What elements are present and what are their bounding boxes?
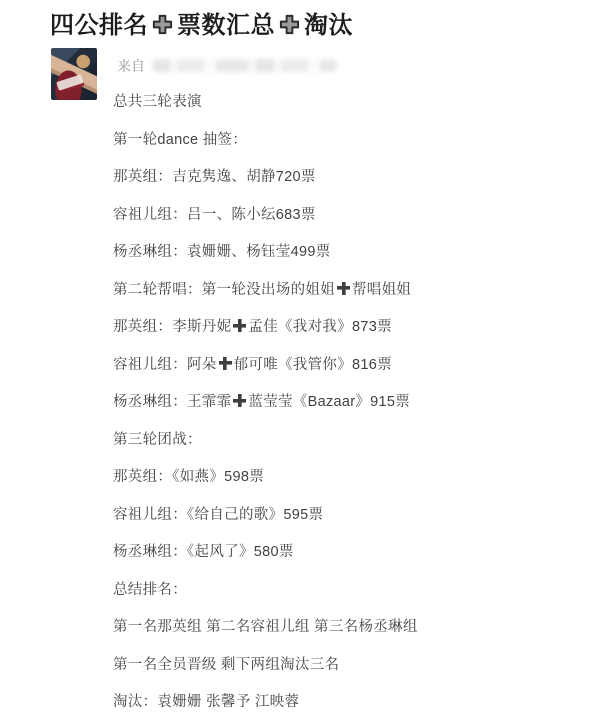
body-line: 第三轮团战： xyxy=(113,431,202,448)
title-part: 四公排名 xyxy=(50,12,148,39)
plus-icon xyxy=(219,357,232,370)
plus-icon xyxy=(151,13,174,36)
body-line: 第二轮帮唱：第一轮没出场的姐姐 帮唱姐姐 xyxy=(113,281,412,298)
body-line: 淘汰：袁姗姗 张馨予 江映蓉 xyxy=(113,694,300,710)
post-body xyxy=(113,84,583,722)
author-avatar[interactable] xyxy=(51,48,97,100)
body-line: 那英组：李斯丹妮 孟佳《我对我》873票 xyxy=(113,319,392,335)
body-line: 杨丞琳组：袁姗姗、杨钰莹499票 xyxy=(113,244,331,260)
plus-icon xyxy=(233,394,246,407)
title-part: 淘汰 xyxy=(304,12,353,39)
plus-icon xyxy=(278,13,301,36)
body-line: 第一名那英组 第二名容祖儿组 第三名杨丞琳组 xyxy=(113,619,418,635)
body-line: 杨丞琳组：《起风了》580票 xyxy=(113,544,294,560)
body-line: 那英组：吉克隽逸、胡静720票 xyxy=(113,169,316,185)
source-label: 来自 xyxy=(117,58,145,74)
body-line: 那英组：《如燕》598票 xyxy=(113,469,265,485)
body-line: 容祖儿组：阿朵 郁可唯《我管你》816票 xyxy=(113,356,392,373)
post-title xyxy=(50,12,353,41)
body-line: 第一轮dance 抽签： xyxy=(113,131,248,148)
body-line: 容祖儿组：《给自己的歌》595票 xyxy=(113,506,324,523)
body-line: 总结排名： xyxy=(113,581,187,598)
body-line: 杨丞琳组：王霏霏 蓝莹莹《Bazaar》915票 xyxy=(113,394,411,410)
body-line: 第一名全员晋级 剩下两组淘汰三名 xyxy=(113,656,340,673)
plus-icon xyxy=(233,319,246,332)
redacted-source-link[interactable] xyxy=(152,59,337,72)
plus-icon xyxy=(337,282,350,295)
body-line: 容祖儿组：吕一、陈小纭683票 xyxy=(113,206,316,223)
body-line: 总共三轮表演 xyxy=(113,94,202,110)
title-part: 票数汇总 xyxy=(177,12,275,39)
